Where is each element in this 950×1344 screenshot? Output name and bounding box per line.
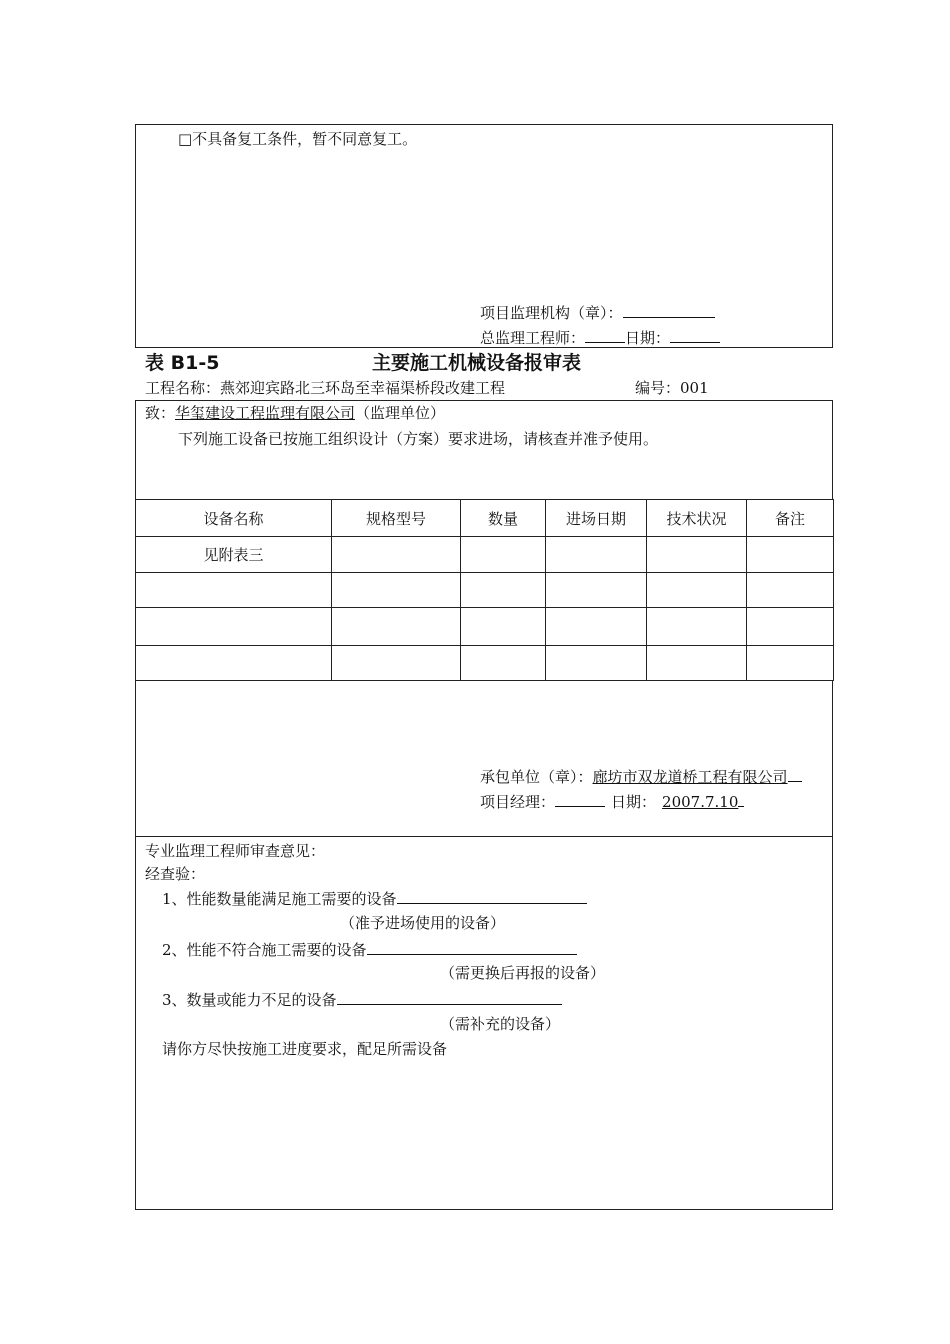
table-cell[interactable] (461, 646, 546, 681)
contractor-date-label: 日期： (611, 793, 657, 811)
chief-engineer-label: 总监理工程师： (480, 329, 586, 347)
table-cell[interactable] (332, 537, 461, 573)
review-item-2-label: 2、性能不符合施工需要的设备 (162, 941, 367, 959)
table-cell[interactable] (546, 573, 647, 608)
project-manager-blank[interactable] (555, 792, 605, 807)
review-item-1-label: 1、性能数量能满足施工需要的设备 (162, 890, 397, 908)
table-row (136, 608, 834, 646)
project-manager-label: 项目经理： (480, 793, 556, 811)
table-cell[interactable] (332, 646, 461, 681)
table-cell[interactable]: 见附表三 (136, 537, 332, 573)
contractor-date: 2007.7.10 (662, 793, 739, 811)
form-title: 主要施工机械设备报审表 (372, 352, 582, 374)
table-cell[interactable] (647, 537, 747, 573)
review-item-2-blank[interactable] (367, 940, 577, 955)
addressee-name: 华玺建设工程监理有限公司 (175, 404, 356, 422)
contractor-unit-name: 廊坊市双龙道桥工程有限公司 (592, 768, 788, 786)
addressee-line (145, 404, 445, 422)
agency-stamp-line (480, 303, 715, 322)
project-name-label: 工程名称： (145, 379, 221, 397)
contractor-unit-line (480, 767, 802, 786)
table-row (136, 573, 834, 608)
table-cell[interactable] (747, 608, 834, 646)
review-heading: 专业监理工程师审查意见： (145, 842, 326, 860)
table-header-row (136, 500, 834, 537)
review-item-2-note: （需更换后再报的设备） (440, 964, 606, 982)
chief-date-blank[interactable] (670, 328, 720, 343)
form-number-line (635, 379, 709, 397)
form-number-label: 编号： (635, 379, 681, 397)
header-remarks: 备注 (747, 500, 834, 537)
addressee-label: 致： (145, 404, 176, 422)
table-cell[interactable] (546, 646, 647, 681)
project-manager-line (480, 792, 744, 811)
table-cell[interactable] (747, 573, 834, 608)
table-cell[interactable] (461, 573, 546, 608)
chief-date-label: 日期： (625, 329, 671, 347)
review-item-1 (162, 889, 587, 908)
request-body: 下列施工设备已按施工组织设计（方案）要求进场，请核查并准予使用。 (178, 430, 659, 448)
contractor-date-trailing (738, 792, 744, 807)
header-entry-date: 进场日期 (546, 500, 647, 537)
header-tech-status: 技术状况 (647, 500, 747, 537)
review-item-3-note: （需补充的设备） (440, 1015, 561, 1033)
form-code: 表 B1-5 (145, 352, 220, 374)
project-name: 燕郊迎宾路北三环岛至幸福渠桥段改建工程 (220, 379, 506, 397)
contractor-unit-trailing-blank (788, 767, 802, 782)
equipment-table (135, 499, 834, 681)
review-item-1-note: （准予进场使用的设备） (340, 914, 506, 932)
table-row (136, 537, 834, 573)
project-name-line (145, 379, 505, 397)
chief-engineer-blank[interactable] (585, 328, 625, 343)
table-cell[interactable] (546, 537, 647, 573)
table-cell[interactable] (461, 608, 546, 646)
table-cell[interactable] (136, 573, 332, 608)
review-item-2 (162, 940, 577, 959)
table-cell[interactable] (136, 646, 332, 681)
table-cell[interactable] (546, 608, 647, 646)
agency-stamp-blank[interactable] (623, 303, 715, 318)
addressee-suffix: （监理单位） (355, 404, 446, 422)
table-cell[interactable] (332, 608, 461, 646)
review-closing: 请你方尽快按施工进度要求，配足所需设备 (162, 1040, 448, 1058)
form-number: 001 (680, 379, 709, 397)
header-quantity: 数量 (461, 500, 546, 537)
contractor-section-box (135, 680, 833, 837)
header-model-spec: 规格型号 (332, 500, 461, 537)
table-cell[interactable] (747, 537, 834, 573)
table-cell[interactable] (136, 608, 332, 646)
table-cell[interactable] (647, 608, 747, 646)
chief-engineer-line (480, 328, 720, 347)
review-item-3-blank[interactable] (337, 990, 562, 1005)
no-resume-checkbox-option[interactable]: □不具备复工条件，暂不同意复工。 (178, 130, 418, 148)
header-equipment-name: 设备名称 (136, 500, 332, 537)
table-cell[interactable] (747, 646, 834, 681)
table-cell[interactable] (647, 646, 747, 681)
review-item-3-label: 3、数量或能力不足的设备 (162, 991, 337, 1009)
table-row (136, 646, 834, 681)
review-item-3 (162, 990, 562, 1009)
agency-stamp-label: 项目监理机构（章）： (480, 304, 623, 322)
table-cell[interactable] (461, 537, 546, 573)
review-check-label: 经查验： (145, 865, 206, 883)
table-cell[interactable] (647, 573, 747, 608)
review-item-1-blank[interactable] (397, 889, 587, 904)
contractor-unit-label: 承包单位（章）： (480, 768, 593, 786)
table-cell[interactable] (332, 573, 461, 608)
